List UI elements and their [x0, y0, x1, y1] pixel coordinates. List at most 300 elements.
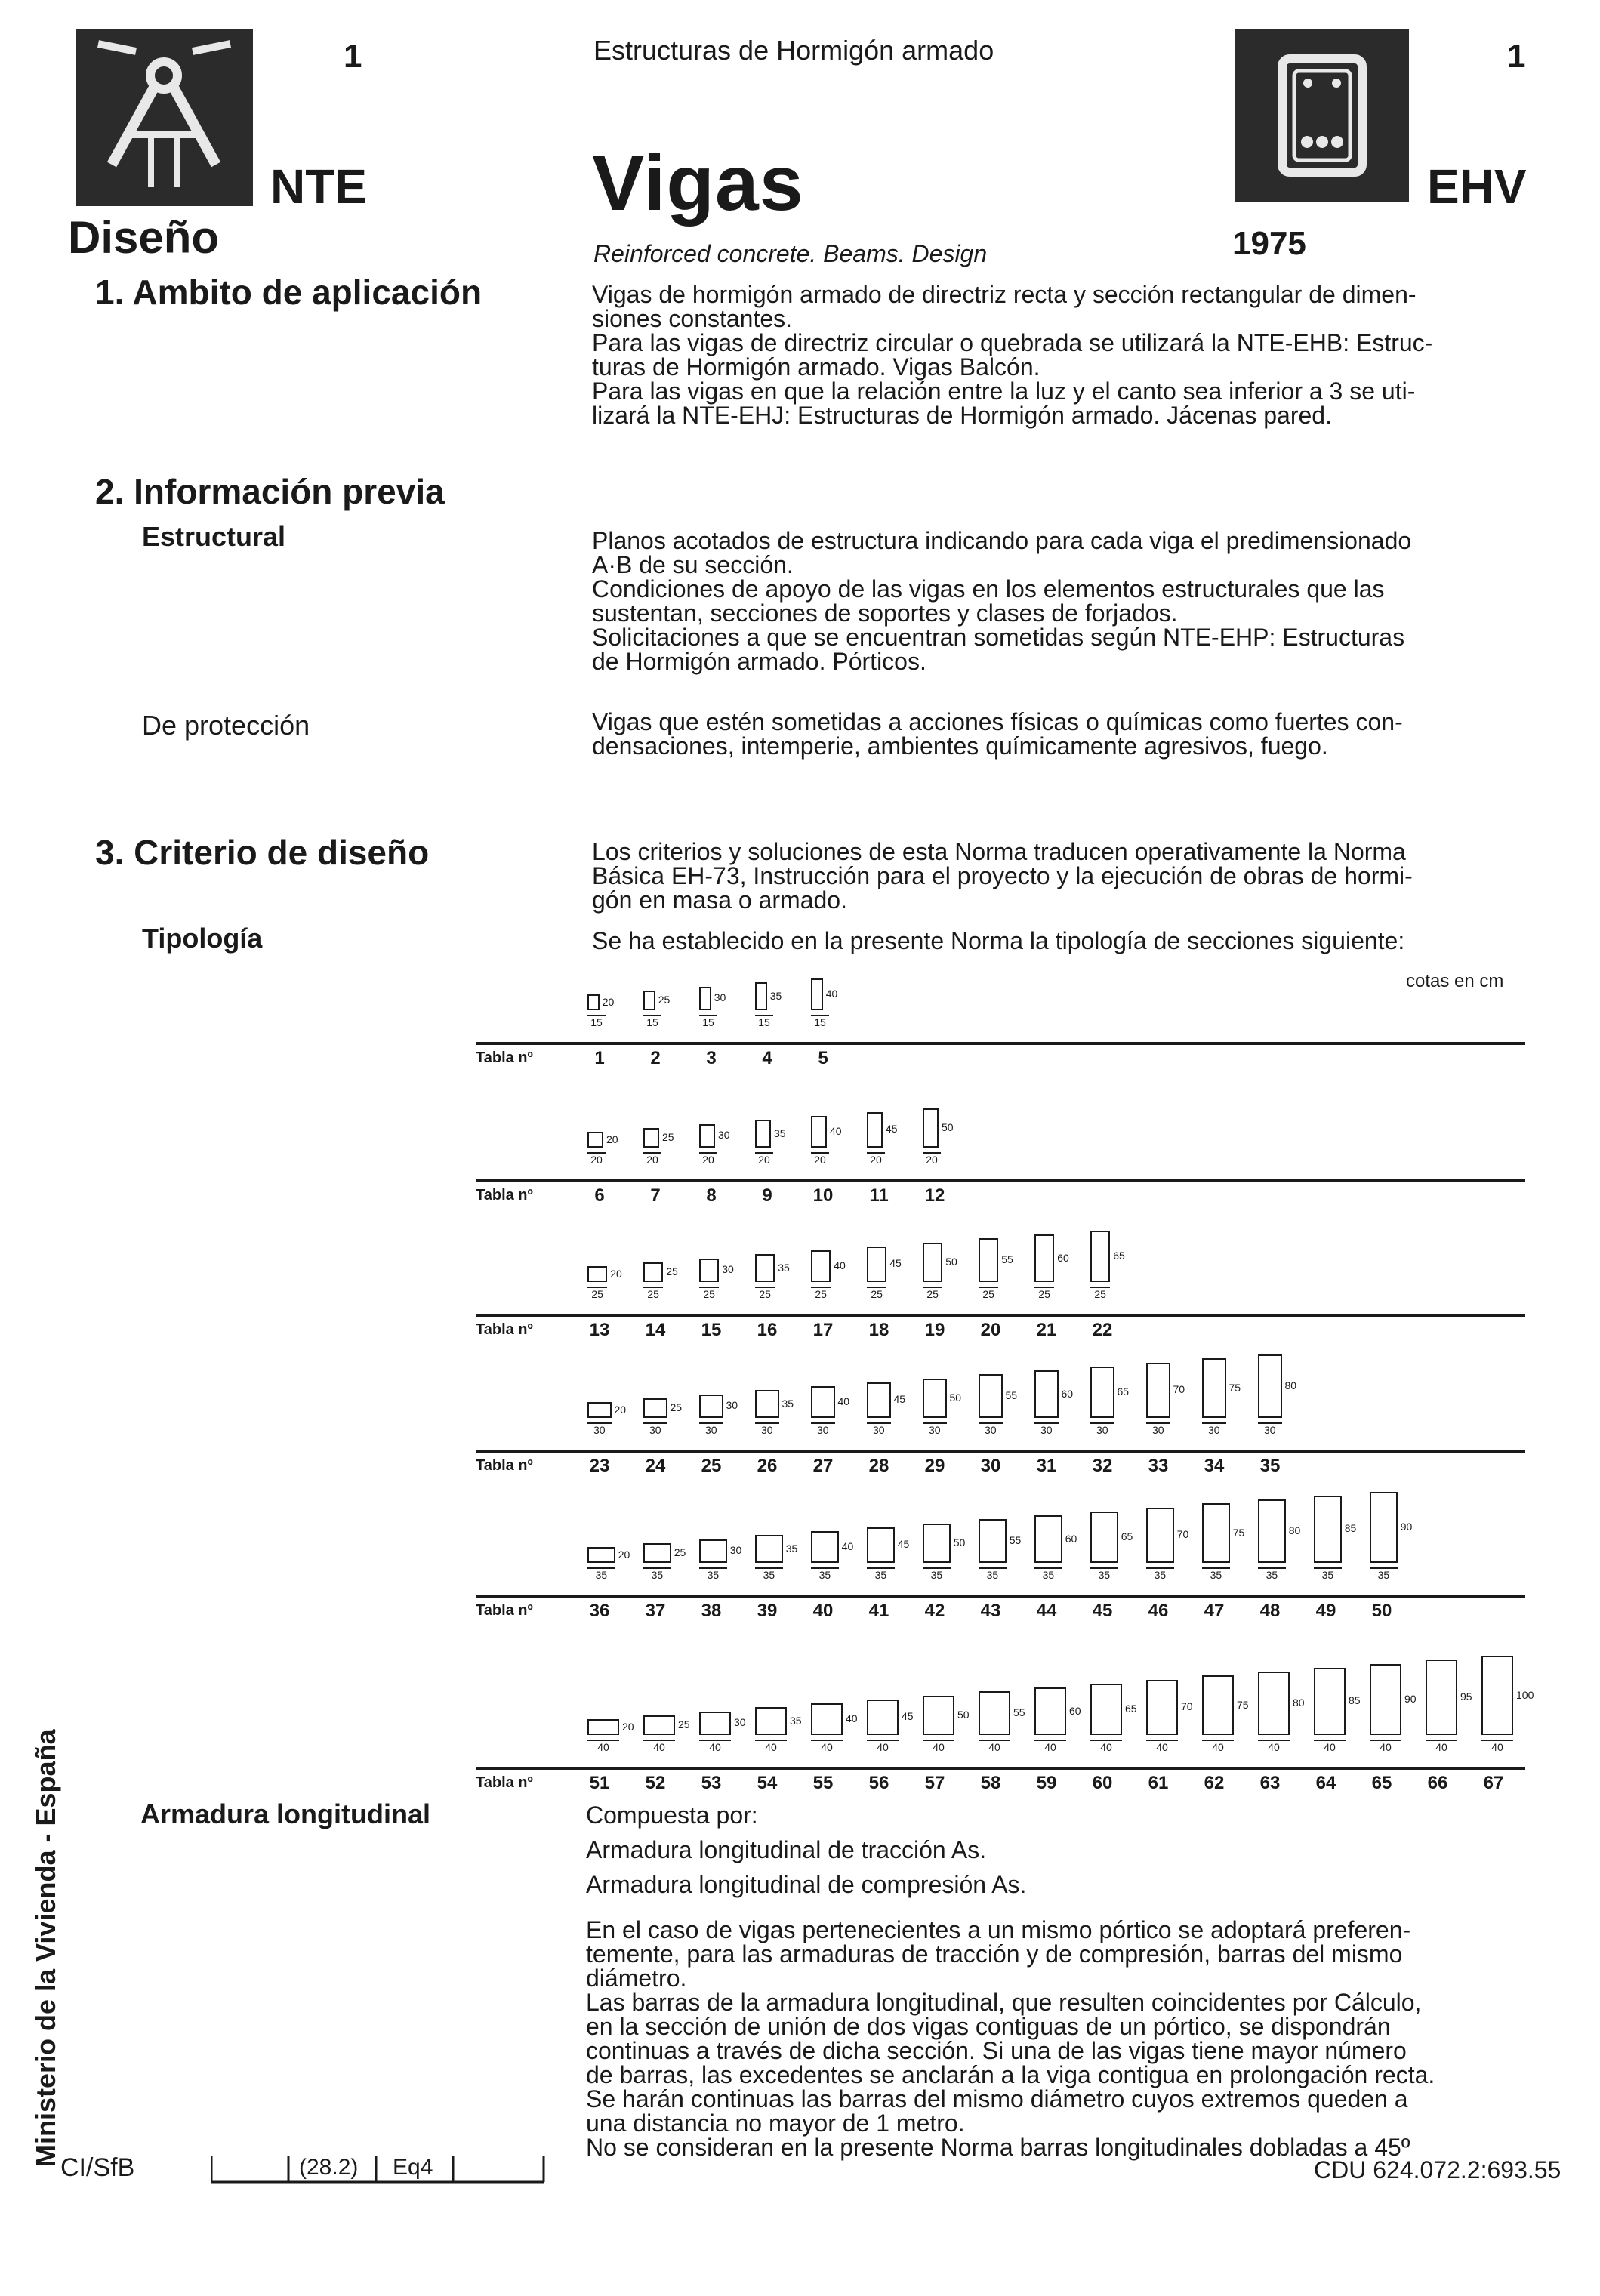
beam-width-label: 20	[811, 1152, 829, 1166]
beam-width-label: 25	[867, 1287, 886, 1300]
beam-section	[867, 1527, 895, 1563]
armadura-detail-text	[586, 1918, 1525, 2159]
page-subtitle: Reinforced concrete. Beams. Design	[593, 240, 988, 267]
table-number: 35	[1259, 1456, 1281, 1476]
beam-height-label: 60	[1061, 1387, 1074, 1400]
table-number: 13	[589, 1320, 610, 1340]
beam-width-label: 25	[811, 1287, 831, 1300]
beam-width-label: 30	[1090, 1422, 1114, 1436]
beam-width-label: 35	[1034, 1567, 1062, 1581]
text-line: Las barras de la armadura longitudinal, que resulten coincidentes por Cálculo,	[586, 1989, 1422, 2016]
beam-height-label: 20	[618, 1548, 630, 1561]
page-title: Vigas	[592, 140, 804, 227]
beam-width-label: 40	[1146, 1740, 1178, 1753]
beam-height-label: 20	[602, 995, 615, 1008]
beam-section	[923, 1243, 942, 1283]
beam-section	[755, 982, 767, 1010]
classification-box-3: Eq4	[393, 2155, 433, 2180]
beam-height-label: 40	[825, 988, 838, 1000]
table-number: 5	[818, 1048, 828, 1068]
beam-width-label: 30	[979, 1422, 1003, 1436]
beam-width-label: 20	[867, 1152, 885, 1166]
beam-section	[867, 1382, 891, 1418]
table-number: 57	[924, 1773, 945, 1793]
beam-section	[811, 1250, 831, 1282]
beam-section	[755, 1120, 771, 1148]
text-line: densaciones, intemperie, ambientes químicamente agresivos, fuego.	[592, 732, 1328, 760]
table-number: 25	[701, 1456, 722, 1476]
beam-section	[811, 1116, 827, 1148]
text-line: en la sección de unión de dos vigas contiguas de un pórtico, se dispondrán	[586, 2013, 1391, 2040]
beam-height-label: 55	[1013, 1706, 1025, 1719]
beam-width-label: 25	[1090, 1287, 1110, 1300]
beam-section	[1034, 1234, 1054, 1282]
table-number: 59	[1036, 1773, 1057, 1793]
beam-section	[1426, 1660, 1457, 1735]
beam-height-label: 85	[1349, 1694, 1361, 1707]
beam-width-label: 40	[587, 1740, 619, 1753]
table-number: 36	[589, 1601, 610, 1621]
beam-section	[1090, 1231, 1110, 1282]
beam-width-label: 35	[587, 1567, 615, 1581]
beam-height-label: 30	[734, 1716, 746, 1729]
table-number: 38	[701, 1601, 722, 1621]
text-line: lizará la NTE-EHJ: Estructuras de Hormigón armado. Jácenas pared.	[592, 402, 1332, 429]
proteccion-subheading: De protección	[142, 710, 310, 741]
table-row-rule	[476, 1042, 1525, 1045]
text-line: En el caso de vigas pertenecientes a un mismo pórtico se adoptará preferen-	[586, 1916, 1411, 1943]
proteccion-text	[592, 710, 1525, 758]
beam-height-label: 35	[782, 1397, 794, 1410]
beam-width-label: 35	[699, 1567, 727, 1581]
table-number: 42	[924, 1601, 945, 1621]
text-line: A·B de su sección.	[592, 551, 794, 578]
beam-width-label: 35	[1314, 1567, 1342, 1581]
text-line: Vigas de hormigón armado de directriz recta y sección rectangular de dimen-	[592, 281, 1417, 308]
table-row-rule	[476, 1314, 1525, 1317]
table-number: 64	[1315, 1773, 1336, 1793]
beam-height-label: 45	[897, 1538, 910, 1551]
table-number: 19	[924, 1320, 945, 1340]
beam-section	[1146, 1363, 1170, 1419]
beam-height-label: 30	[718, 1129, 730, 1142]
text-line: siones constantes.	[592, 305, 793, 332]
beam-height-label: 60	[1057, 1251, 1069, 1264]
ministry-label: Ministerio de la Vivienda - España	[30, 1729, 61, 2167]
beam-section	[1370, 1664, 1401, 1736]
beam-section	[923, 1524, 951, 1564]
beam-width-label: 40	[1370, 1740, 1401, 1753]
table-number: 8	[706, 1185, 717, 1206]
beam-width-label: 35	[979, 1567, 1007, 1581]
table-number: 14	[645, 1320, 666, 1340]
beam-section	[755, 1535, 783, 1563]
text-line: Los criterios y soluciones de esta Norma traducen operativamente la Norma	[592, 838, 1406, 865]
beam-height-label: 45	[889, 1257, 902, 1270]
beam-width-label: 30	[1202, 1422, 1226, 1436]
beam-width-label: 25	[643, 1287, 663, 1300]
beam-width-label: 25	[587, 1287, 607, 1300]
beam-section	[699, 1395, 723, 1419]
table-number: 51	[589, 1773, 610, 1793]
estructural-text	[592, 529, 1525, 673]
beam-section	[867, 1700, 899, 1735]
beam-height-label: 65	[1125, 1702, 1137, 1715]
beam-height-label: 40	[834, 1259, 846, 1271]
beam-height-label: 20	[614, 1403, 627, 1416]
table-row-label: Tabla nº	[476, 1774, 533, 1791]
table-number: 54	[757, 1773, 778, 1793]
beam-height-label: 65	[1113, 1249, 1125, 1262]
section-3-heading: 3. Criterio de diseño	[95, 833, 430, 872]
table-number: 56	[868, 1773, 889, 1793]
beam-height-label: 25	[658, 993, 671, 1006]
beam-section	[867, 1247, 886, 1282]
category-label: Diseño	[68, 212, 220, 263]
table-number: 66	[1427, 1773, 1448, 1793]
beam-section	[643, 1262, 663, 1282]
beam-width-label: 40	[1034, 1740, 1066, 1753]
ehv-logo	[1235, 29, 1409, 202]
tipologia-text: Se ha establecido en la presente Norma la tipología de secciones siguiente:	[592, 927, 1405, 954]
section-1-heading: 1. Ambito de aplicación	[95, 273, 482, 312]
beam-height-label: 80	[1284, 1379, 1297, 1391]
right-sheet-number: 1	[1507, 38, 1526, 75]
beam-section	[923, 1108, 939, 1148]
table-number: 7	[650, 1185, 661, 1206]
beam-width-label: 35	[811, 1567, 839, 1581]
beam-height-label: 40	[846, 1712, 858, 1724]
beam-section	[1370, 1492, 1398, 1564]
beam-width-label: 30	[699, 1422, 723, 1436]
text-line: gón en masa o armado.	[592, 886, 847, 914]
beam-height-label: 80	[1288, 1524, 1301, 1536]
beam-height-label: 65	[1121, 1530, 1133, 1542]
year: 1975	[1232, 225, 1306, 262]
beam-width-label: 30	[923, 1422, 947, 1436]
armadura-subheading: Armadura longitudinal	[140, 1798, 431, 1829]
beam-height-label: 70	[1181, 1700, 1193, 1713]
beam-width-label: 20	[643, 1152, 661, 1166]
table-number: 24	[645, 1456, 666, 1476]
table-number: 29	[924, 1456, 945, 1476]
table-number: 61	[1148, 1773, 1169, 1793]
beam-height-label: 55	[1001, 1253, 1013, 1266]
beam-width-label: 35	[1090, 1567, 1118, 1581]
text-line: Armadura longitudinal de tracción As.	[586, 1836, 987, 1863]
table-row-rule	[476, 1450, 1525, 1453]
text-line: temente, para las armaduras de tracción y de compresión, barras del mismo	[586, 1940, 1403, 1968]
beam-width-label: 35	[755, 1567, 783, 1581]
beam-width-label: 40	[923, 1740, 954, 1753]
beam-height-label: 25	[666, 1265, 678, 1277]
table-number: 20	[980, 1320, 1001, 1340]
beam-width-label: 30	[643, 1422, 667, 1436]
table-number: 31	[1036, 1456, 1057, 1476]
beam-width-label: 35	[1146, 1567, 1174, 1581]
table-number: 43	[980, 1601, 1001, 1621]
table-number: 58	[980, 1773, 1001, 1793]
beam-width-label: 25	[1034, 1287, 1054, 1300]
beam-width-label: 15	[755, 1015, 773, 1028]
beam-height-label: 25	[678, 1718, 690, 1730]
beam-section	[1202, 1503, 1230, 1563]
beam-height-label: 50	[945, 1255, 957, 1268]
table-number: 62	[1204, 1773, 1225, 1793]
beam-section	[699, 987, 711, 1011]
beam-section	[923, 1696, 954, 1736]
beam-section	[867, 1112, 883, 1148]
beam-width-label: 30	[1146, 1422, 1170, 1436]
beam-height-label: 60	[1069, 1704, 1081, 1717]
text-line: Básica EH-73, Instrucción para el proyecto y la ejecución de obras de hormi-	[592, 862, 1413, 889]
text-line: No se consideran en la presente Norma barras longitudinales dobladas a 45º	[586, 2134, 1410, 2161]
beam-width-label: 20	[923, 1152, 941, 1166]
beam-height-label: 50	[953, 1536, 966, 1549]
beam-width-label: 30	[1034, 1422, 1059, 1436]
table-row-label: Tabla nº	[476, 1321, 533, 1338]
table-number: 26	[757, 1456, 778, 1476]
beam-section	[1090, 1684, 1122, 1735]
text-line: Solicitaciones a que se encuentran sometidas según NTE-EHP: Estructuras	[592, 624, 1405, 651]
beam-height-label: 25	[674, 1546, 686, 1558]
table-row-rule	[476, 1595, 1525, 1598]
ehv-code: EHV	[1427, 159, 1527, 214]
beam-section	[1090, 1512, 1118, 1563]
table-row-label: Tabla nº	[476, 1049, 533, 1066]
beam-width-label: 40	[1481, 1740, 1513, 1753]
table-number: 34	[1204, 1456, 1225, 1476]
beam-section	[979, 1691, 1010, 1735]
table-number: 65	[1371, 1773, 1392, 1793]
text-line: de barras, las excedentes se anclarán a la viga contigua en prolongación recta.	[586, 2061, 1435, 2088]
beam-width-label: 25	[979, 1287, 998, 1300]
table-number: 39	[757, 1601, 778, 1621]
table-number: 6	[594, 1185, 605, 1206]
beam-width-label: 15	[699, 1015, 717, 1028]
beam-height-label: 75	[1237, 1698, 1249, 1711]
beam-section	[755, 1254, 775, 1282]
beam-section	[587, 1132, 603, 1148]
table-row-rule	[476, 1179, 1525, 1182]
table-row-label: Tabla nº	[476, 1187, 533, 1203]
beam-section	[699, 1259, 719, 1283]
table-number: 47	[1204, 1601, 1225, 1621]
text-line: Vigas que estén sometidas a acciones físicas o químicas como fuertes con-	[592, 708, 1403, 735]
table-number: 2	[650, 1048, 661, 1068]
beam-width-label: 25	[923, 1287, 942, 1300]
beam-section	[1258, 1354, 1282, 1418]
table-number: 23	[589, 1456, 610, 1476]
beam-section	[1202, 1358, 1226, 1418]
beam-section	[1090, 1367, 1114, 1418]
beam-width-label: 30	[755, 1422, 779, 1436]
nte-logo	[76, 29, 253, 206]
table-number: 67	[1483, 1773, 1504, 1793]
beam-height-label: 40	[837, 1395, 850, 1407]
beam-height-label: 95	[1460, 1690, 1472, 1703]
table-number: 40	[812, 1601, 834, 1621]
beam-width-label: 30	[867, 1422, 891, 1436]
table-row-label: Tabla nº	[476, 1457, 533, 1474]
tipologia-subheading: Tipología	[142, 923, 263, 954]
table-number: 18	[868, 1320, 889, 1340]
table-number: 46	[1148, 1601, 1169, 1621]
beam-section	[643, 1715, 675, 1735]
table-number: 12	[924, 1185, 945, 1206]
table-number: 11	[869, 1185, 889, 1206]
classification-boxes-lines	[211, 2152, 551, 2190]
beam-width-label: 40	[1202, 1740, 1234, 1753]
beam-section	[1146, 1508, 1174, 1564]
beam-height-label: 30	[729, 1544, 742, 1557]
table-number: 27	[812, 1456, 834, 1476]
text-line: continuas a través de dicha sección. Si una de las vigas tiene mayor número	[586, 2037, 1407, 2064]
beam-section	[1314, 1668, 1346, 1735]
text-line: turas de Hormigón armado. Vigas Balcón.	[592, 353, 1040, 381]
beam-width-label: 35	[1258, 1567, 1286, 1581]
beam-height-label: 70	[1176, 1528, 1189, 1541]
table-number: 17	[812, 1320, 834, 1340]
left-sheet-number: 1	[344, 38, 362, 75]
section-2-heading: 2. Información previa	[95, 472, 445, 511]
beam-width-label: 15	[643, 1015, 661, 1028]
beam-section	[1146, 1680, 1178, 1736]
beam-width-label: 35	[867, 1567, 895, 1581]
table-number: 52	[645, 1773, 666, 1793]
table-number: 22	[1092, 1320, 1113, 1340]
text-line: una distancia no mayor de 1 metro.	[586, 2110, 965, 2137]
beam-width-label: 35	[643, 1567, 671, 1581]
beam-height-label: 50	[949, 1391, 962, 1404]
beam-width-label: 30	[811, 1422, 835, 1436]
beam-width-label: 35	[1370, 1567, 1398, 1581]
table-number: 16	[757, 1320, 778, 1340]
table-number: 30	[980, 1456, 1001, 1476]
beam-section	[811, 1703, 843, 1735]
beam-height-label: 90	[1400, 1520, 1413, 1533]
beam-section	[1034, 1370, 1059, 1418]
beam-width-label: 40	[811, 1740, 843, 1753]
beam-width-label: 40	[867, 1740, 899, 1753]
table-number: 9	[762, 1185, 772, 1206]
text-line: diámetro.	[586, 1965, 687, 1992]
beam-height-label: 35	[790, 1714, 802, 1727]
beam-width-label: 40	[1090, 1740, 1122, 1753]
beam-width-label: 40	[1314, 1740, 1346, 1753]
beam-width-label: 25	[755, 1287, 775, 1300]
nte-code: NTE	[270, 159, 367, 214]
beam-width-label: 40	[699, 1740, 731, 1753]
beam-width-label: 35	[1202, 1567, 1230, 1581]
text-line: Compuesta por:	[586, 1801, 758, 1829]
beam-height-label: 40	[841, 1540, 854, 1552]
table-number: 28	[868, 1456, 889, 1476]
table-number: 3	[706, 1048, 717, 1068]
beam-width-label: 40	[1258, 1740, 1290, 1753]
beam-section	[1258, 1499, 1286, 1563]
beam-section	[643, 1543, 671, 1563]
beam-width-label: 20	[699, 1152, 717, 1166]
beam-height-label: 30	[726, 1399, 738, 1412]
beam-section	[643, 1398, 667, 1418]
beam-section	[587, 1402, 612, 1418]
beam-width-label: 20	[755, 1152, 773, 1166]
table-number: 33	[1148, 1456, 1169, 1476]
table-number: 53	[701, 1773, 722, 1793]
beam-height-label: 50	[957, 1708, 970, 1721]
beam-width-label: 20	[587, 1152, 606, 1166]
beam-height-label: 75	[1229, 1381, 1241, 1394]
beam-height-label: 45	[902, 1710, 914, 1723]
beam-section	[587, 994, 600, 1010]
section-typology-tables	[476, 959, 1534, 1804]
beam-width-label: 40	[755, 1740, 787, 1753]
beam-section	[1034, 1515, 1062, 1563]
beam-height-label: 30	[714, 991, 726, 1004]
beam-section	[587, 1266, 607, 1282]
units-note: cotas en cm	[1406, 971, 1504, 991]
table-number: 1	[594, 1048, 605, 1068]
table-number: 48	[1259, 1601, 1281, 1621]
text-line: Condiciones de apoyo de las vigas en los elementos estructurales que las	[592, 575, 1385, 603]
table-number: 15	[701, 1320, 722, 1340]
beam-height-label: 85	[1344, 1522, 1357, 1535]
beam-height-label: 90	[1404, 1692, 1417, 1705]
text-line: Para las vigas en que la relación entre la luz y el canto sea inferior a 3 se uti-	[592, 378, 1416, 405]
beam-width-label: 40	[643, 1740, 675, 1753]
series-title: Estructuras de Hormigón armado	[593, 35, 994, 66]
table-number: 45	[1092, 1601, 1113, 1621]
table-number: 44	[1036, 1601, 1057, 1621]
table-number: 50	[1371, 1601, 1392, 1621]
beam-height-label: 30	[722, 1263, 734, 1276]
beam-section	[979, 1238, 998, 1282]
beam-height-label: 55	[1009, 1534, 1022, 1547]
beam-width-label: 30	[1258, 1422, 1282, 1436]
beam-section	[699, 1539, 727, 1564]
beam-width-label: 25	[699, 1287, 719, 1300]
beam-height-label: 25	[670, 1401, 683, 1413]
table-number: 4	[762, 1048, 772, 1068]
beam-width-label: 30	[587, 1422, 612, 1436]
table-number: 63	[1259, 1773, 1281, 1793]
beam-section	[755, 1390, 779, 1418]
beam-height-label: 20	[606, 1133, 618, 1145]
beam-height-label: 55	[1005, 1389, 1018, 1402]
table-number: 32	[1092, 1456, 1113, 1476]
compass-logo-icon	[76, 29, 253, 206]
beam-section	[1481, 1656, 1513, 1735]
table-number: 60	[1092, 1773, 1113, 1793]
text-line: Planos acotados de estructura indicando para cada viga el predimensionado	[592, 527, 1412, 554]
beam-height-label: 20	[610, 1267, 622, 1280]
beam-section	[587, 1547, 615, 1563]
beam-width-label: 35	[923, 1567, 951, 1581]
beam-width-label: 15	[811, 1015, 829, 1028]
table-number: 41	[868, 1601, 889, 1621]
cdu-code: CDU 624.072.2:693.55	[1314, 2156, 1561, 2184]
beam-section	[923, 1379, 947, 1419]
beam-height-label: 35	[785, 1542, 798, 1555]
beam-height-label: 80	[1293, 1697, 1305, 1709]
beam-section	[811, 1386, 835, 1418]
text-line: sustentan, secciones de soportes y clases de forjados.	[592, 599, 1178, 627]
beam-height-label: 25	[662, 1130, 674, 1143]
beam-height-label: 60	[1065, 1532, 1077, 1545]
beam-section	[1034, 1687, 1066, 1735]
beam-height-label: 40	[830, 1125, 842, 1137]
